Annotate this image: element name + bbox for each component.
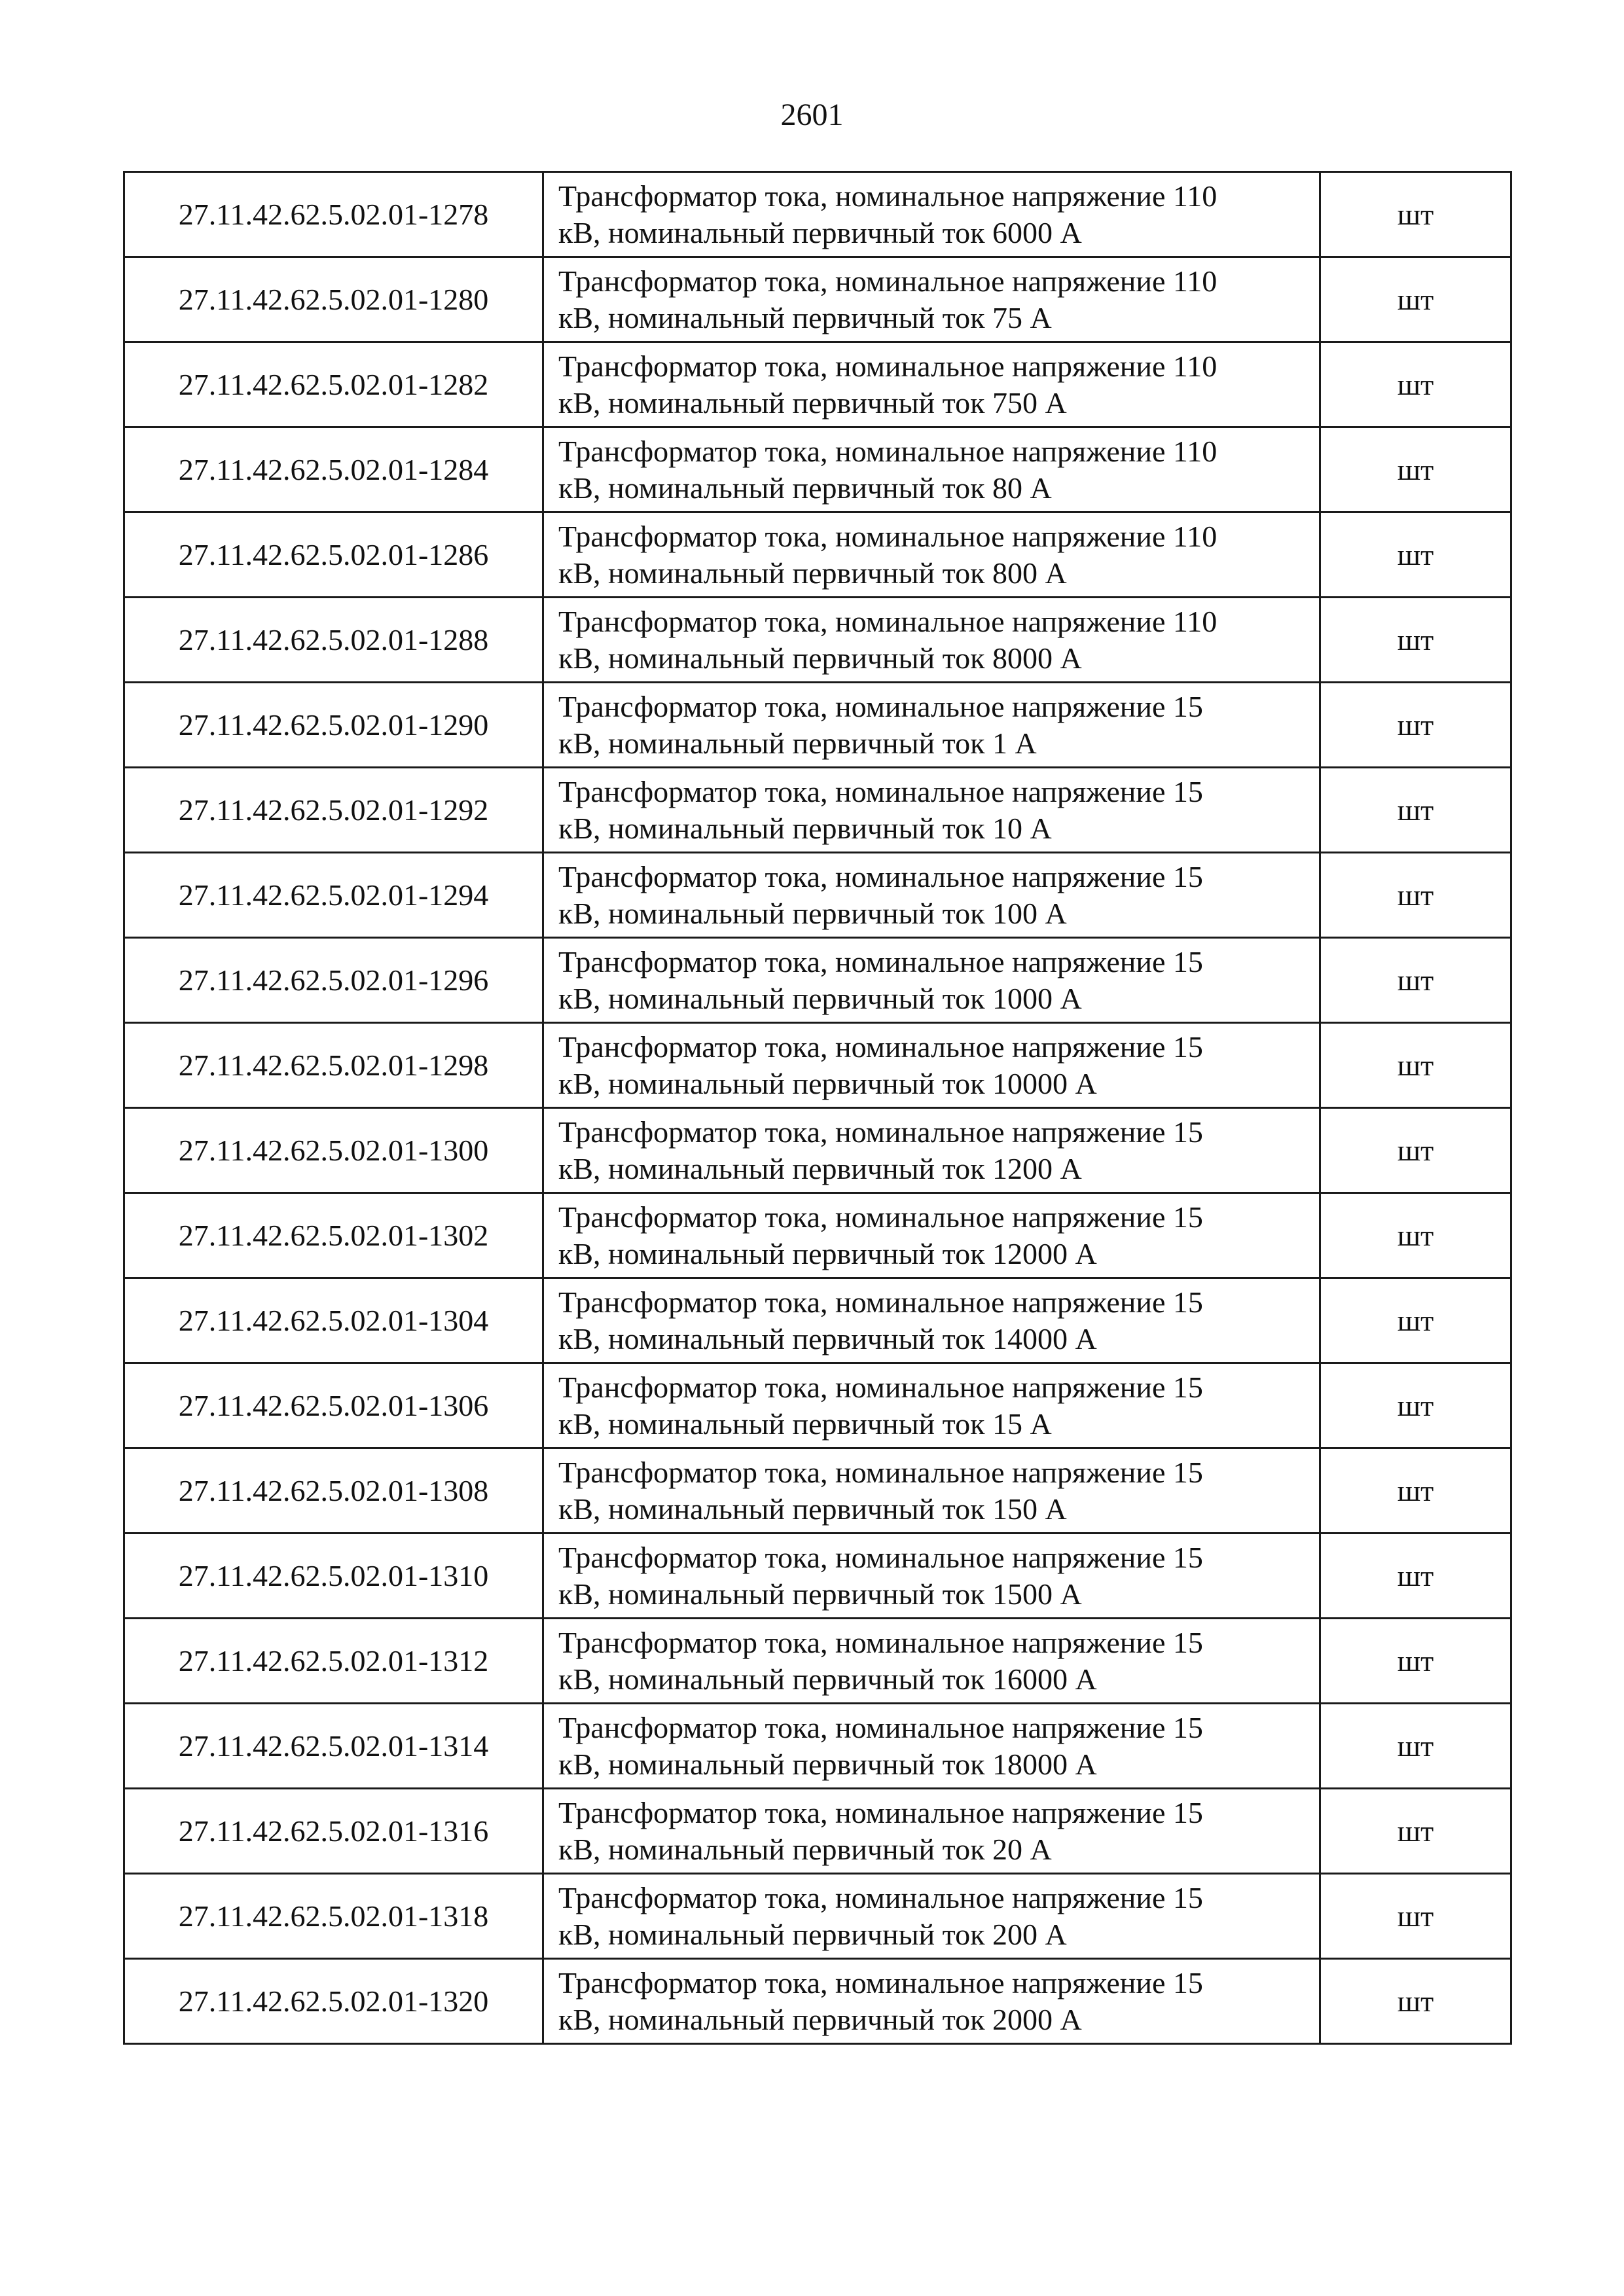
table-row — [124, 1448, 1511, 1534]
resource-name — [543, 1874, 1320, 1959]
resource-code: 27.11.42.62.5.02.01-1292 — [124, 768, 543, 853]
table-row — [124, 1874, 1511, 1959]
table-row — [124, 1619, 1511, 1704]
table-row — [124, 1363, 1511, 1448]
resource-code: 27.11.42.62.5.02.01-1298 — [124, 1023, 543, 1108]
resource-name-line-2: кВ, номинальный первичный ток 80 А — [558, 471, 1052, 505]
resource-name-line-1: Трансформатор тока, номинальное напряжение 15 — [558, 1115, 1203, 1149]
table-row — [124, 683, 1511, 768]
resource-code: 27.11.42.62.5.02.01-1308 — [124, 1448, 543, 1534]
resource-unit: шт — [1320, 1448, 1511, 1534]
table-row — [124, 1534, 1511, 1619]
resource-unit: шт — [1320, 1959, 1511, 2044]
resource-unit: шт — [1320, 257, 1511, 342]
resource-unit: шт — [1320, 1704, 1511, 1789]
resource-name-line-1: Трансформатор тока, номинальное напряжение 15 — [558, 1370, 1203, 1404]
resource-name — [543, 1534, 1320, 1619]
resource-code: 27.11.42.62.5.02.01-1312 — [124, 1619, 543, 1704]
resource-name-line-2: кВ, номинальный первичный ток 10000 А — [558, 1066, 1097, 1100]
resource-name-line-1: Трансформатор тока, номинальное напряжение 15 — [558, 1795, 1203, 1829]
resource-code: 27.11.42.62.5.02.01-1286 — [124, 512, 543, 598]
resource-code: 27.11.42.62.5.02.01-1290 — [124, 683, 543, 768]
table-row — [124, 768, 1511, 853]
resource-table — [123, 171, 1512, 2045]
resource-code: 27.11.42.62.5.02.01-1278 — [124, 172, 543, 257]
table-row — [124, 1278, 1511, 1363]
resource-name-line-1: Трансформатор тока, номинальное напряжение 110 — [558, 264, 1218, 298]
table-row — [124, 853, 1511, 938]
resource-name — [543, 1023, 1320, 1108]
resource-code: 27.11.42.62.5.02.01-1284 — [124, 427, 543, 512]
resource-name-line-2: кВ, номинальный первичный ток 1500 А — [558, 1577, 1082, 1611]
resource-name-line-1: Трансформатор тока, номинальное напряжение 15 — [558, 774, 1203, 808]
resource-table-body — [124, 172, 1511, 2044]
resource-name-line-2: кВ, номинальный первичный ток 1 А — [558, 726, 1037, 760]
resource-unit: шт — [1320, 1874, 1511, 1959]
resource-name-line-2: кВ, номинальный первичный ток 14000 А — [558, 1321, 1097, 1355]
resource-name-line-2: кВ, номинальный первичный ток 750 А — [558, 386, 1067, 420]
resource-unit: шт — [1320, 598, 1511, 683]
resource-unit: шт — [1320, 512, 1511, 598]
resource-name-line-1: Трансформатор тока, номинальное напряжение 110 — [558, 519, 1218, 553]
table-row — [124, 1023, 1511, 1108]
resource-name-line-2: кВ, номинальный первичный ток 12000 А — [558, 1236, 1097, 1270]
resource-name — [543, 853, 1320, 938]
resource-unit: шт — [1320, 853, 1511, 938]
resource-name — [543, 342, 1320, 427]
resource-code: 27.11.42.62.5.02.01-1318 — [124, 1874, 543, 1959]
resource-name — [543, 1363, 1320, 1448]
resource-name-line-1: Трансформатор тока, номинальное напряжение 15 — [558, 1880, 1203, 1914]
table-row — [124, 598, 1511, 683]
resource-unit: шт — [1320, 1619, 1511, 1704]
resource-name-line-2: кВ, номинальный первичный ток 75 А — [558, 300, 1052, 334]
table-row — [124, 1704, 1511, 1789]
resource-name-line-1: Трансформатор тока, номинальное напряжение 15 — [558, 859, 1203, 893]
resource-unit: шт — [1320, 1023, 1511, 1108]
resource-name-line-2: кВ, номинальный первичный ток 10 А — [558, 811, 1052, 845]
table-row — [124, 1959, 1511, 2044]
resource-name-line-1: Трансформатор тока, номинальное напряжение 15 — [558, 1285, 1203, 1319]
resource-name-line-2: кВ, номинальный первичный ток 16000 А — [558, 1662, 1097, 1696]
resource-name-line-2: кВ, номинальный первичный ток 200 А — [558, 1917, 1067, 1951]
resource-code: 27.11.42.62.5.02.01-1306 — [124, 1363, 543, 1448]
resource-name-line-1: Трансформатор тока, номинальное напряжение 15 — [558, 1965, 1203, 2000]
resource-unit: шт — [1320, 1278, 1511, 1363]
table-row — [124, 1789, 1511, 1874]
resource-name-line-1: Трансформатор тока, номинальное напряжение 110 — [558, 179, 1218, 213]
table-row — [124, 938, 1511, 1023]
resource-code: 27.11.42.62.5.02.01-1302 — [124, 1193, 543, 1278]
resource-name-line-1: Трансформатор тока, номинальное напряжение 15 — [558, 944, 1203, 978]
resource-code: 27.11.42.62.5.02.01-1304 — [124, 1278, 543, 1363]
resource-name-line-2: кВ, номинальный первичный ток 15 А — [558, 1407, 1052, 1441]
resource-unit: шт — [1320, 1363, 1511, 1448]
resource-name-line-2: кВ, номинальный первичный ток 18000 А — [558, 1747, 1097, 1781]
resource-name-line-1: Трансформатор тока, номинальное напряжение 15 — [558, 1200, 1203, 1234]
table-row — [124, 172, 1511, 257]
resource-name — [543, 172, 1320, 257]
resource-name — [543, 1789, 1320, 1874]
resource-name — [543, 938, 1320, 1023]
resource-unit: шт — [1320, 1193, 1511, 1278]
page-number: 2601 — [780, 98, 844, 132]
resource-code: 27.11.42.62.5.02.01-1300 — [124, 1108, 543, 1193]
table-row — [124, 257, 1511, 342]
resource-name-line-1: Трансформатор тока, номинальное напряжение 15 — [558, 689, 1203, 723]
resource-unit: шт — [1320, 1534, 1511, 1619]
resource-name-line-2: кВ, номинальный первичный ток 6000 А — [558, 215, 1082, 249]
resource-unit: шт — [1320, 172, 1511, 257]
resource-code: 27.11.42.62.5.02.01-1310 — [124, 1534, 543, 1619]
resource-name — [543, 427, 1320, 512]
resource-name — [543, 1108, 1320, 1193]
resource-unit: шт — [1320, 938, 1511, 1023]
resource-name-line-2: кВ, номинальный первичный ток 100 А — [558, 896, 1067, 930]
resource-unit: шт — [1320, 768, 1511, 853]
resource-name — [543, 768, 1320, 853]
resource-unit: шт — [1320, 683, 1511, 768]
table-row — [124, 342, 1511, 427]
resource-name-line-2: кВ, номинальный первичный ток 1000 А — [558, 981, 1082, 1015]
resource-code: 27.11.42.62.5.02.01-1280 — [124, 257, 543, 342]
resource-name-line-2: кВ, номинальный первичный ток 150 А — [558, 1492, 1067, 1526]
resource-name — [543, 1193, 1320, 1278]
resource-name-line-2: кВ, номинальный первичный ток 20 А — [558, 1832, 1052, 1866]
resource-name-line-1: Трансформатор тока, номинальное напряжение 110 — [558, 434, 1218, 468]
resource-name-line-1: Трансформатор тока, номинальное напряжение 110 — [558, 349, 1218, 383]
table-row — [124, 512, 1511, 598]
table-row — [124, 1108, 1511, 1193]
resource-name-line-2: кВ, номинальный первичный ток 800 А — [558, 556, 1067, 590]
table-row — [124, 427, 1511, 512]
resource-name — [543, 1278, 1320, 1363]
resource-name — [543, 512, 1320, 598]
resource-name-line-2: кВ, номинальный первичный ток 8000 А — [558, 641, 1082, 675]
resource-name-line-1: Трансформатор тока, номинальное напряжение 15 — [558, 1540, 1203, 1574]
resource-name-line-1: Трансформатор тока, номинальное напряжение 15 — [558, 1625, 1203, 1659]
resource-unit: шт — [1320, 427, 1511, 512]
resource-unit: шт — [1320, 1789, 1511, 1874]
resource-code: 27.11.42.62.5.02.01-1288 — [124, 598, 543, 683]
resource-name — [543, 683, 1320, 768]
resource-code: 27.11.42.62.5.02.01-1314 — [124, 1704, 543, 1789]
resource-name — [543, 1704, 1320, 1789]
resource-name — [543, 598, 1320, 683]
resource-name-line-1: Трансформатор тока, номинальное напряжение 15 — [558, 1030, 1203, 1064]
resource-name-line-1: Трансформатор тока, номинальное напряжение 15 — [558, 1710, 1203, 1744]
resource-name — [543, 1448, 1320, 1534]
resource-name-line-1: Трансформатор тока, номинальное напряжение 15 — [558, 1455, 1203, 1489]
table-row — [124, 1193, 1511, 1278]
resource-name — [543, 1619, 1320, 1704]
resource-name — [543, 257, 1320, 342]
resource-code: 27.11.42.62.5.02.01-1294 — [124, 853, 543, 938]
resource-unit: шт — [1320, 342, 1511, 427]
resource-code: 27.11.42.62.5.02.01-1296 — [124, 938, 543, 1023]
resource-name-line-2: кВ, номинальный первичный ток 2000 А — [558, 2002, 1082, 2036]
resource-code: 27.11.42.62.5.02.01-1320 — [124, 1959, 543, 2044]
resource-code: 27.11.42.62.5.02.01-1316 — [124, 1789, 543, 1874]
resource-code: 27.11.42.62.5.02.01-1282 — [124, 342, 543, 427]
resource-name — [543, 1959, 1320, 2044]
resource-unit: шт — [1320, 1108, 1511, 1193]
resource-name-line-2: кВ, номинальный первичный ток 1200 А — [558, 1151, 1082, 1185]
resource-name-line-1: Трансформатор тока, номинальное напряжение 110 — [558, 604, 1218, 638]
